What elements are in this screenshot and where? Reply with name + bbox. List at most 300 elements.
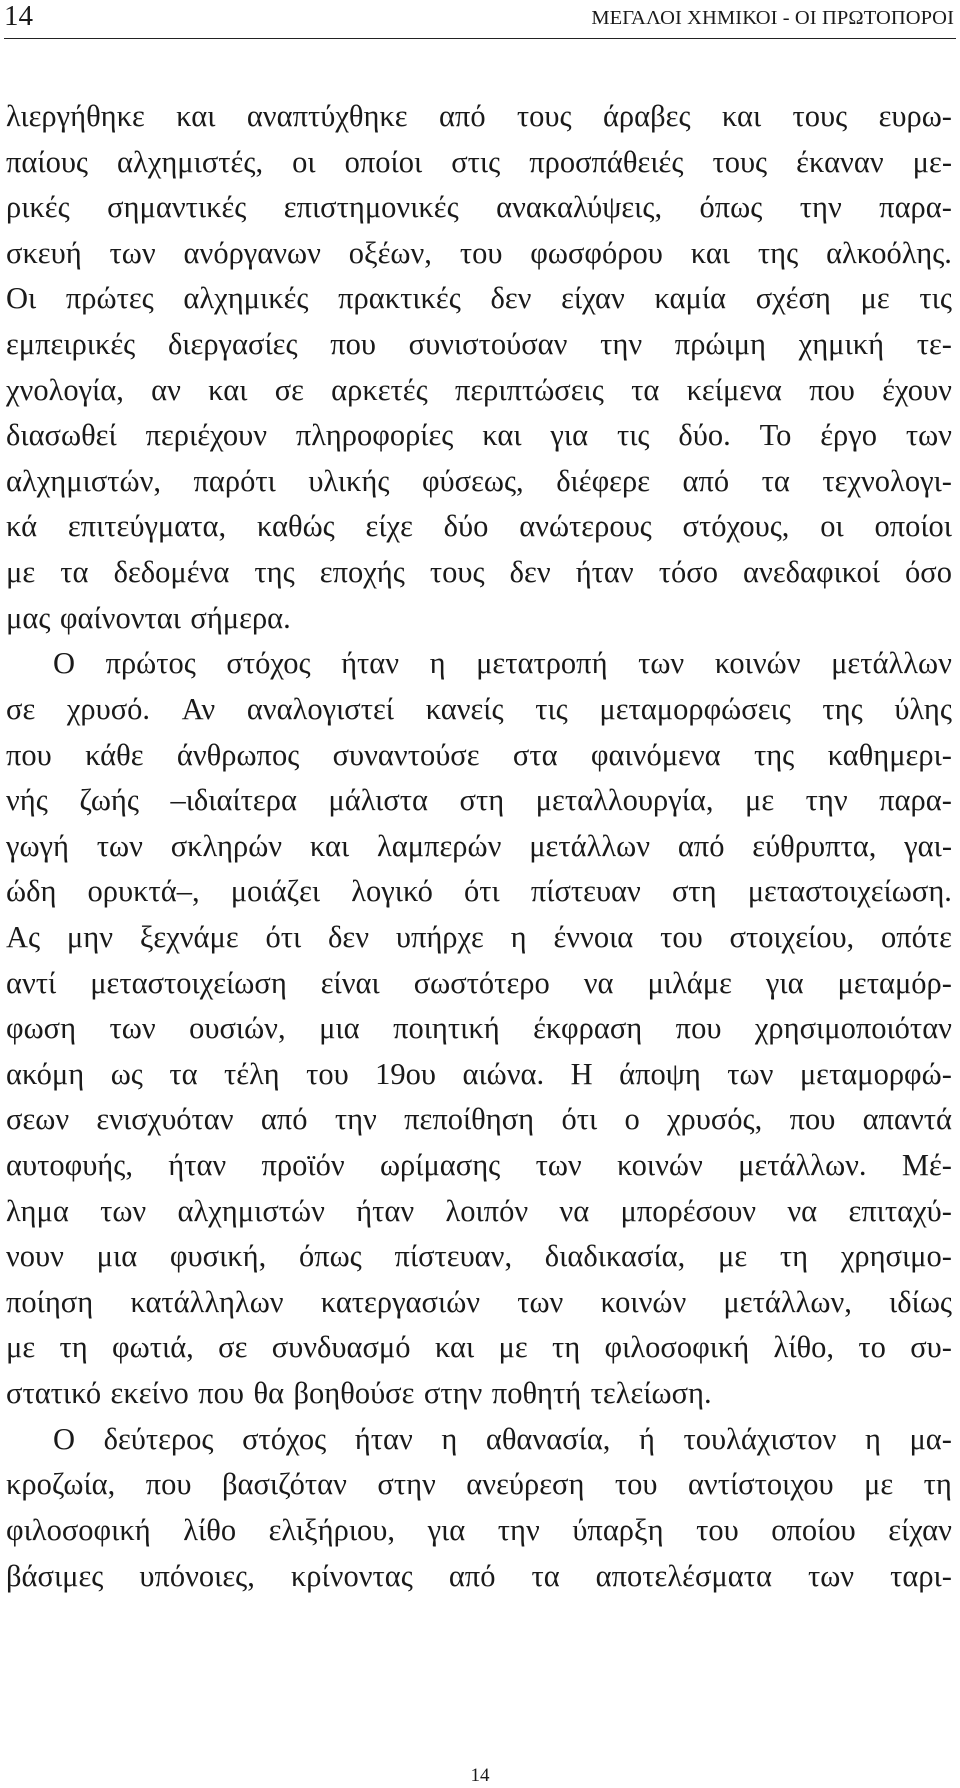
- word: κοινών: [714, 646, 801, 681]
- word: σχέση: [755, 281, 831, 316]
- word: δεν: [328, 919, 370, 954]
- word: ουσιών,: [189, 1011, 286, 1046]
- text-line: [6, 414, 952, 460]
- word: Η: [570, 1056, 593, 1091]
- word: και: [309, 828, 350, 863]
- word: λιεργήθηκε: [6, 99, 145, 133]
- word: συνδυασμό: [271, 1330, 411, 1365]
- word: της: [757, 235, 799, 270]
- word: τελείωση.: [590, 1376, 712, 1411]
- word: των: [905, 418, 952, 453]
- word: ήταν: [354, 1421, 413, 1456]
- word: η: [510, 919, 527, 954]
- word: διεργασίες: [167, 327, 298, 362]
- word: μάλιστα: [328, 783, 429, 818]
- word: αλχημιστών: [177, 1193, 325, 1228]
- word: τα: [761, 463, 790, 498]
- text-line: [6, 597, 952, 643]
- word: θα: [253, 1376, 294, 1411]
- word: μας: [6, 600, 60, 635]
- word: υλικής: [308, 463, 390, 498]
- word: ότι: [561, 1102, 598, 1137]
- word: ρικές: [6, 190, 70, 225]
- word: ότι: [464, 874, 500, 909]
- word: όπως: [699, 190, 763, 225]
- word: ήταν: [575, 555, 634, 590]
- word: μετάλλων: [831, 646, 952, 681]
- text-line: [6, 277, 952, 323]
- word: των: [100, 1193, 147, 1228]
- word: έννοια: [553, 919, 634, 954]
- word: ανακαλύψεις,: [496, 190, 663, 225]
- word: οπότε: [881, 919, 952, 954]
- word: όσο: [905, 555, 952, 590]
- word: ύλης: [894, 691, 952, 726]
- word: ελιξήριου,: [268, 1512, 396, 1547]
- word: που: [675, 1011, 722, 1046]
- word: ότι: [265, 919, 302, 954]
- word: επιστημονικές: [283, 190, 459, 225]
- word: 19ου: [375, 1056, 436, 1091]
- word: χρησιμοποιόταν: [754, 1011, 952, 1046]
- word: στοιχείου,: [729, 919, 855, 954]
- word: δύο: [443, 509, 489, 544]
- word: του: [614, 1467, 658, 1502]
- text-line: [6, 1144, 952, 1190]
- word: πρώιμη: [674, 327, 766, 362]
- word: σωστότερο: [413, 965, 550, 1000]
- word: τα: [631, 372, 660, 407]
- word: κοινών: [600, 1284, 687, 1319]
- word: από: [682, 463, 730, 498]
- word: στόχους,: [682, 509, 790, 544]
- word: οι: [292, 144, 316, 179]
- word: στην: [423, 1376, 492, 1411]
- word: ανόργανων: [183, 235, 321, 270]
- word: ξεχνάμε: [139, 919, 239, 954]
- text-line: [6, 825, 952, 871]
- word: από: [438, 99, 486, 133]
- word: παρα-: [879, 783, 952, 818]
- text-line: [6, 962, 952, 1008]
- text-line: [6, 460, 952, 506]
- word: μεταμόρ-: [837, 965, 952, 1000]
- word: αναλογιστεί: [246, 691, 395, 726]
- word: τόσο: [658, 555, 718, 590]
- word: τις: [919, 281, 952, 316]
- word: παρότι: [193, 463, 276, 498]
- word: τε-: [916, 327, 952, 362]
- word: κοινών: [616, 1148, 703, 1183]
- word: γωγή: [6, 828, 69, 863]
- text-line: [6, 1190, 952, 1236]
- word: σε: [218, 1330, 248, 1365]
- word: τη: [59, 1330, 88, 1365]
- word: Ο: [53, 1421, 76, 1456]
- word: φαίνονται: [59, 600, 191, 635]
- word: ήταν: [356, 1193, 415, 1228]
- word: παρα-: [879, 190, 952, 225]
- word: καθημερι-: [827, 737, 952, 772]
- word: ο: [624, 1102, 640, 1137]
- word: να: [559, 1193, 590, 1228]
- word: εύθρυπτα,: [752, 828, 877, 863]
- word: πληροφορίες: [295, 418, 454, 453]
- word: τέλη: [224, 1056, 280, 1091]
- word: στη: [459, 783, 505, 818]
- word: οι: [820, 509, 844, 544]
- word: ως: [110, 1056, 143, 1091]
- word: αθανασία,: [485, 1421, 611, 1456]
- word: συνιστούσαν: [408, 327, 568, 362]
- word: λημα: [6, 1193, 69, 1228]
- word: περιπτώσεις: [454, 372, 604, 407]
- word: μια: [96, 1239, 138, 1274]
- word: αντί: [6, 965, 57, 1000]
- word: διέφερε: [556, 463, 651, 498]
- text-line: [6, 505, 952, 551]
- word: μιλάμε: [647, 965, 732, 1000]
- text-line: [6, 1053, 952, 1099]
- word: και: [690, 235, 731, 270]
- word: δεν: [509, 555, 551, 590]
- word: με: [864, 1467, 894, 1502]
- word: αυτοφυής,: [6, 1148, 133, 1183]
- word: ενισχυόταν: [96, 1102, 234, 1137]
- word: των: [727, 1056, 774, 1091]
- word: τη: [552, 1330, 581, 1365]
- word: παίους: [6, 144, 89, 179]
- word: με: [6, 555, 36, 590]
- word: και: [434, 1330, 475, 1365]
- word: φωση: [6, 1011, 77, 1046]
- word: ποιητική: [393, 1011, 500, 1046]
- word: υπόνοιες,: [139, 1558, 255, 1593]
- word: που: [330, 327, 376, 362]
- word: ακόμη: [6, 1056, 85, 1091]
- word: προϊόν: [261, 1148, 345, 1183]
- word: –ιδιαίτερα: [170, 783, 297, 818]
- text-line: [6, 779, 952, 825]
- word: απαντά: [862, 1102, 952, 1137]
- text-line: [6, 1372, 952, 1418]
- word: του: [306, 1056, 349, 1091]
- word: ήταν: [168, 1148, 227, 1183]
- word: διαδικασία,: [544, 1239, 686, 1274]
- word: μια: [319, 1011, 360, 1046]
- word: λίθο,: [773, 1330, 835, 1365]
- text-line: [6, 1098, 952, 1144]
- word: ή: [639, 1421, 655, 1456]
- word: αποτελέσματα: [595, 1558, 772, 1593]
- word: νουν: [6, 1239, 64, 1274]
- word: δεύτερος: [103, 1421, 214, 1456]
- word: όπως: [298, 1239, 362, 1274]
- text-line: [6, 232, 952, 278]
- word: των: [109, 1011, 156, 1046]
- word: κατάλληλων: [130, 1284, 284, 1319]
- word: αν: [151, 372, 181, 407]
- word: κά: [6, 509, 38, 544]
- word: η: [441, 1421, 458, 1456]
- header-rule: [4, 38, 956, 39]
- word: επιταχύ-: [848, 1193, 952, 1228]
- word: τους: [429, 555, 485, 590]
- word: αιώνα.: [462, 1056, 545, 1091]
- word: βάσιμες: [6, 1558, 104, 1593]
- word: με: [745, 783, 775, 818]
- word: ορυκτά–,: [87, 874, 200, 909]
- word: της: [822, 691, 863, 726]
- word: φύσεως,: [421, 463, 524, 498]
- word: ποθητή: [491, 1376, 591, 1411]
- word: των: [807, 1558, 855, 1593]
- word: στατικό: [6, 1376, 111, 1411]
- text-line: [6, 642, 952, 688]
- word: συναντούσε: [332, 737, 480, 772]
- word: Ας: [6, 919, 41, 954]
- word: τουλάχιστον: [683, 1421, 837, 1456]
- text-line: [6, 1509, 952, 1555]
- word: ζωής: [79, 783, 139, 818]
- word: βοηθούσε: [293, 1376, 424, 1411]
- word: σημαντικές: [107, 190, 247, 225]
- text-line: [6, 1326, 952, 1372]
- word: φωσφόρου: [530, 235, 663, 270]
- word: με-: [912, 144, 952, 179]
- word: αντίστοιχου: [687, 1467, 834, 1502]
- word: έχουν: [882, 372, 952, 407]
- word: άποψη: [619, 1056, 701, 1091]
- word: ταρι-: [890, 1558, 952, 1593]
- word: κατεργασιών: [320, 1284, 481, 1319]
- word: περιέχουν: [145, 418, 268, 453]
- word: μεταλλουργία,: [535, 783, 714, 818]
- text-line: [6, 870, 952, 916]
- word: τις: [616, 418, 650, 453]
- word: να: [787, 1193, 818, 1228]
- text-line: [6, 141, 952, 187]
- word: ανεύρεση: [466, 1467, 585, 1502]
- word: μετάλλων,: [723, 1284, 852, 1319]
- word: μην: [66, 919, 114, 954]
- word: κάθε: [85, 737, 144, 772]
- word: του: [696, 1512, 739, 1547]
- word: οποίου: [771, 1512, 856, 1547]
- text-line: [6, 95, 952, 141]
- word: αλκοόλης.: [826, 235, 952, 270]
- word: Οι: [6, 281, 37, 316]
- word: ευρω-: [878, 99, 952, 133]
- word: έκαναν: [796, 144, 884, 179]
- word: φαινόμενα: [590, 737, 721, 772]
- word: πίστευαν,: [394, 1239, 513, 1274]
- word: που: [6, 737, 52, 772]
- word: με: [717, 1239, 748, 1274]
- word: άνθρωπος: [176, 737, 300, 772]
- word: λογικό: [351, 874, 433, 909]
- word: και: [482, 418, 522, 453]
- word: το: [858, 1330, 886, 1365]
- word: είχαν: [888, 1512, 952, 1547]
- text-line: [6, 1418, 952, 1464]
- text-line: [6, 551, 952, 597]
- word: τη: [923, 1467, 952, 1502]
- word: σε: [274, 372, 304, 407]
- word: μεταμορφώ-: [799, 1056, 952, 1091]
- word: είναι: [320, 965, 380, 1000]
- word: τα: [531, 1558, 560, 1593]
- word: υπήρχε: [395, 919, 484, 954]
- word: κροζωία,: [6, 1467, 116, 1502]
- text-line: [6, 734, 952, 780]
- word: και: [208, 372, 248, 407]
- word: τις: [535, 691, 568, 726]
- word: αρκετές: [331, 372, 428, 407]
- word: σε: [6, 691, 36, 726]
- word: μπορέσουν: [620, 1193, 757, 1228]
- word: χημική: [798, 327, 885, 362]
- text-line: [6, 916, 952, 962]
- word: που: [809, 372, 855, 407]
- word: σκληρών: [170, 828, 283, 863]
- word: για: [427, 1512, 466, 1547]
- word: μετάλλων.: [738, 1148, 867, 1183]
- word: πίστευαν: [530, 874, 641, 909]
- word: λοιπόν: [445, 1193, 529, 1228]
- word: για: [550, 418, 589, 453]
- word: αλχημικές: [183, 281, 309, 316]
- word: συ-: [910, 1330, 952, 1365]
- word: σεων: [6, 1102, 70, 1137]
- word: ύπαρξη: [572, 1512, 664, 1547]
- word: των: [96, 828, 143, 863]
- word: η: [429, 646, 446, 681]
- word: τεχνολογι-: [822, 463, 952, 498]
- word: Αν: [181, 691, 216, 726]
- word: τα: [169, 1056, 198, 1091]
- text-line: [6, 323, 952, 369]
- word: από: [677, 828, 725, 863]
- word: του: [660, 919, 703, 954]
- word: των: [517, 1284, 564, 1319]
- word: δεδομένα: [113, 555, 230, 590]
- word: με: [6, 1330, 36, 1365]
- word: την: [334, 1102, 377, 1137]
- word: κρίνοντας: [290, 1558, 413, 1593]
- word: με: [498, 1330, 528, 1365]
- word: της: [753, 737, 795, 772]
- header-page-number: 14: [4, 0, 33, 32]
- word: τους: [792, 99, 848, 133]
- word: φωτιά,: [112, 1330, 194, 1365]
- word: των: [109, 235, 156, 270]
- word: στα: [512, 737, 558, 772]
- word: στόχος: [242, 1421, 327, 1456]
- word: μεταστοιχείωση.: [747, 874, 952, 909]
- word: καμία: [654, 281, 727, 316]
- text-line: [6, 1281, 952, 1327]
- word: φιλοσοφική: [604, 1330, 750, 1365]
- word: δεν: [490, 281, 532, 316]
- word: που: [198, 1376, 254, 1411]
- word: μεταστοιχείωση: [90, 965, 287, 1000]
- word: ανεδαφικοί: [743, 555, 880, 590]
- word: του: [459, 235, 503, 270]
- word: τους: [516, 99, 572, 133]
- word: άραβες: [602, 99, 691, 133]
- word: Ο: [53, 646, 76, 681]
- word: και: [176, 99, 216, 133]
- word: να: [583, 965, 614, 1000]
- word: και: [721, 99, 762, 133]
- word: αναπτύχθηκε: [246, 99, 408, 133]
- word: οποίοι: [874, 509, 952, 544]
- text-line: [6, 1555, 952, 1601]
- word: τους: [712, 144, 768, 179]
- word: αλχημιστών,: [6, 463, 162, 498]
- word: χρυσός,: [667, 1102, 763, 1137]
- word: πρώτες: [65, 281, 154, 316]
- word: την: [799, 190, 842, 225]
- word: χνολογία,: [6, 372, 124, 407]
- word: πρώτος: [105, 646, 196, 681]
- word: από: [448, 1558, 496, 1593]
- word: εκείνο: [110, 1376, 199, 1411]
- word: ώδη: [6, 874, 57, 909]
- word: την: [497, 1512, 540, 1547]
- word: μεταμορφώσεις: [599, 691, 791, 726]
- word: μοιάζει: [230, 874, 321, 909]
- word: κείμενα: [686, 372, 782, 407]
- word: που: [145, 1467, 192, 1502]
- word: ιδίως: [889, 1284, 952, 1319]
- word: εποχής: [319, 555, 405, 590]
- text-line: [6, 1463, 952, 1509]
- word: την: [805, 783, 848, 818]
- word: διασωθεί: [6, 418, 117, 453]
- word: που: [789, 1102, 836, 1137]
- word: έκφραση: [533, 1011, 643, 1046]
- word: πεποίθηση: [404, 1102, 535, 1137]
- body-text: [6, 95, 952, 1600]
- text-line: [6, 369, 952, 415]
- word: για: [765, 965, 804, 1000]
- word: λίθο: [183, 1512, 237, 1547]
- word: οποίοι: [344, 144, 423, 179]
- word: προσπάθειές: [529, 144, 684, 179]
- word: της: [254, 555, 295, 590]
- word: ποίηση: [6, 1284, 94, 1319]
- word: οξέων,: [348, 235, 432, 270]
- word: αλχημιστές,: [117, 144, 264, 179]
- word: βασιζόταν: [221, 1467, 347, 1502]
- word: η: [864, 1421, 881, 1456]
- word: κανείς: [425, 691, 504, 726]
- text-line: [6, 688, 952, 734]
- word: μα-: [909, 1421, 952, 1456]
- text-line: [6, 1007, 952, 1053]
- word: μετατροπή: [476, 646, 608, 681]
- word: των: [535, 1148, 582, 1183]
- word: ανώτερους: [519, 509, 652, 544]
- word: εμπειρικές: [6, 327, 136, 362]
- word: πρακτικές: [338, 281, 461, 316]
- word: Το: [759, 418, 792, 453]
- word: φυσική,: [169, 1239, 267, 1274]
- word: τη: [779, 1239, 809, 1274]
- word: γαι-: [904, 828, 952, 863]
